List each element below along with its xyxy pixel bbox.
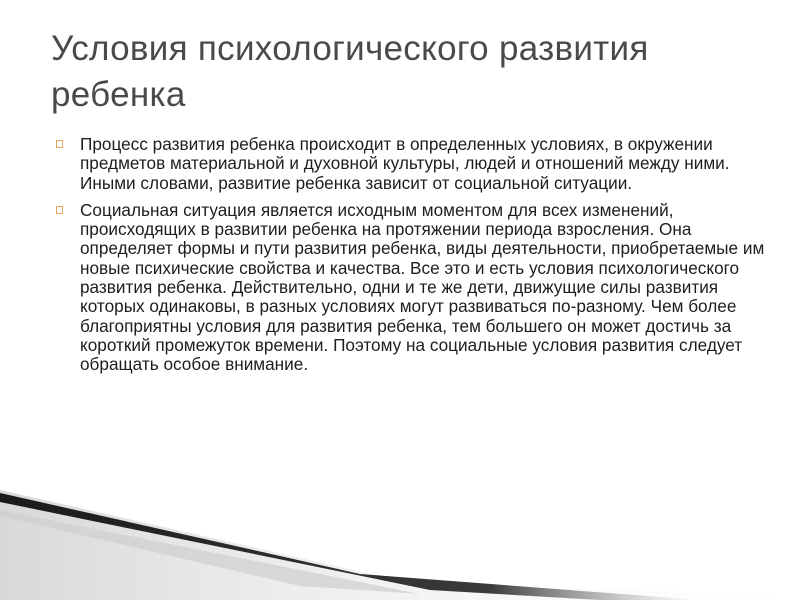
bullet-item: [56, 135, 768, 193]
square-bullet-icon: [56, 140, 63, 148]
bullet-text: Социальная ситуация является исходным моментом для всех изменений, происходящих в развитии ребенка на протяжении периода взросления. Она определяет формы и пути развития ребенка, виды деятельности, приобретаемые им новые психические свойства и качества. Все это и есть условия психологического развития ребенка. Действительно, одни и те же дети, движущие силы развития которых одинаковы, в разных условиях могут развиваться по-разному. Чем более благоприятны условия для развития ребенка, тем большего он может достичь за короткий промежуток времени. Поэтому на социальные условия развития следует обращать особое внимание.: [80, 199, 765, 375]
decorative-swoosh: [0, 490, 800, 600]
bullet-item: [56, 201, 768, 375]
square-bullet-icon: [56, 206, 63, 214]
bullet-list: [56, 135, 768, 383]
slide-title: Условия психологического развития ребенка: [51, 29, 649, 114]
bullet-text: Процесс развития ребенка происходит в определенных условиях, в окружении предметов материальной и духовной культуры, людей и отношений между ними. Иными словами, развитие ребенка зависит от социальной ситуации.: [80, 134, 730, 193]
